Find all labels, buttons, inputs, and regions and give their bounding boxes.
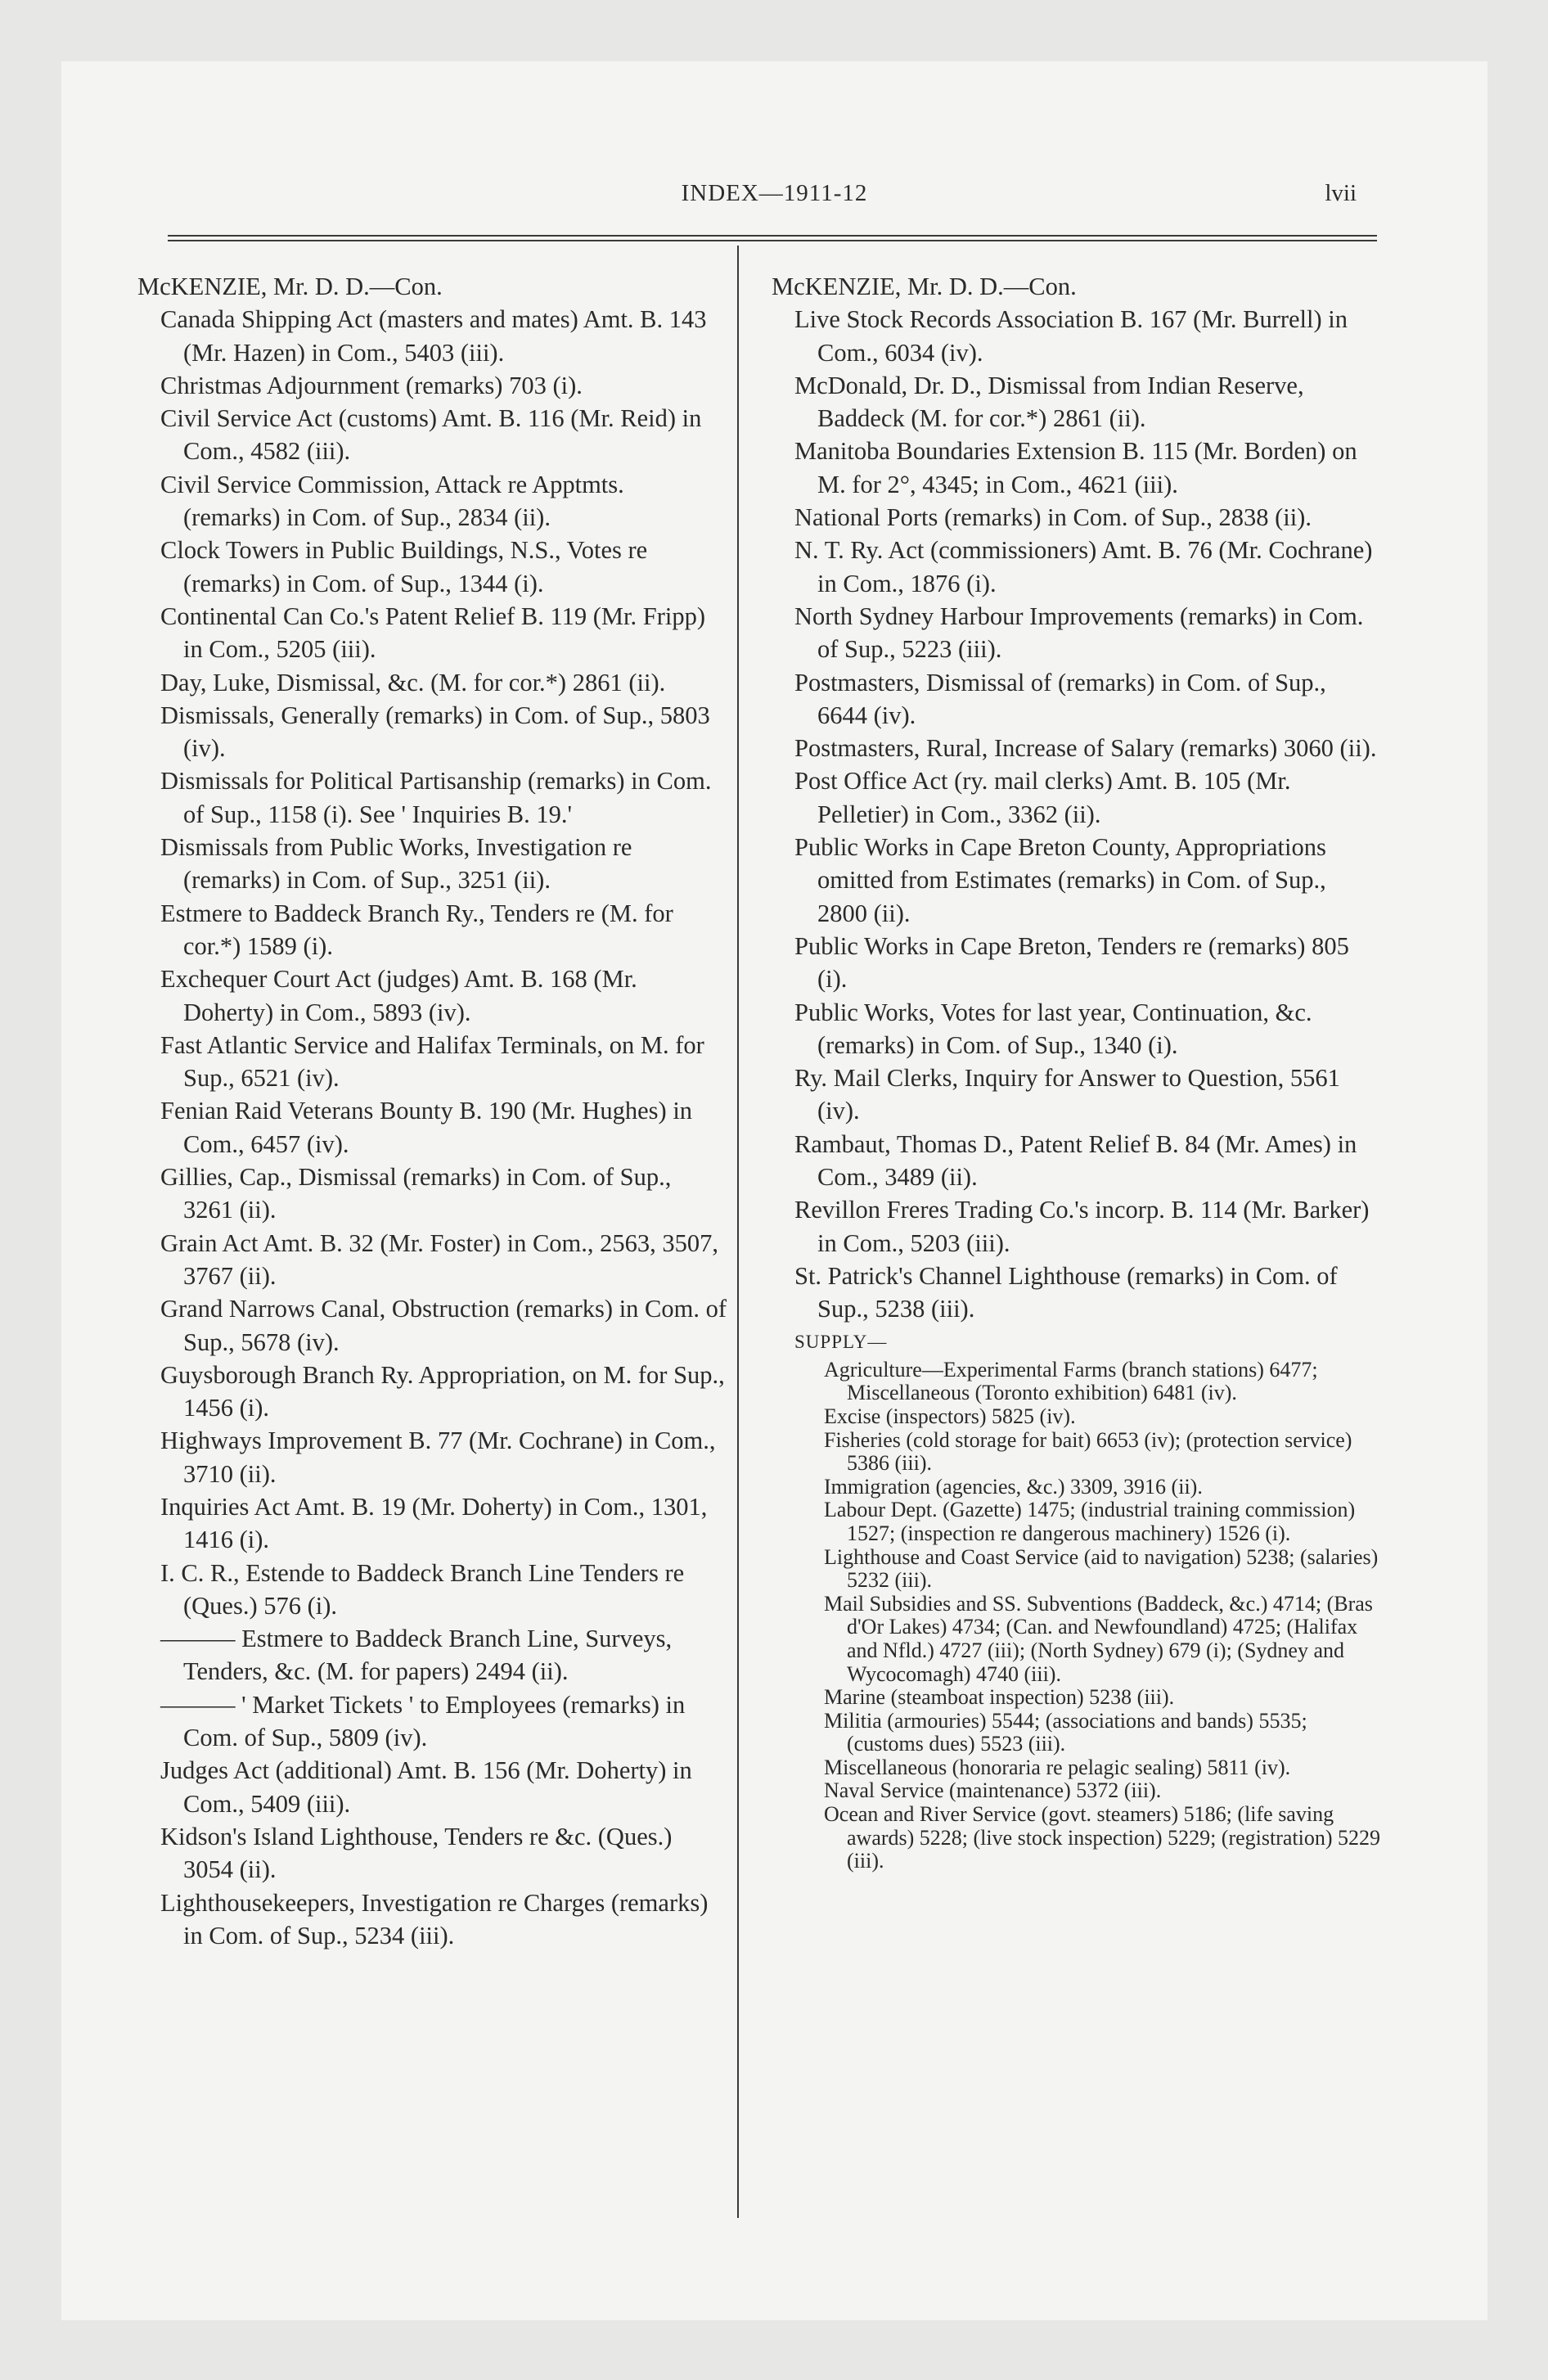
index-page bbox=[61, 61, 1487, 2320]
supply-entry: Miscellaneous (honoraria re pelagic sealing) 5811 (iv). bbox=[824, 1755, 1291, 1779]
index-entry: Guysborough Branch Ry. Appropriation, on M. for Sup., 1456 (i). bbox=[160, 1360, 725, 1422]
supply-entry: Militia (armouries) 5544; (associations and bands) 5535; (customs dues) 5523 (iii). bbox=[824, 1708, 1307, 1756]
supply-entry: Naval Service (maintenance) 5372 (iii). bbox=[824, 1778, 1162, 1803]
supply-entry: Labour Dept. (Gazette) 1475; (industrial training commission) 1527; (inspection re dangerous machinery) 1526 (i). bbox=[824, 1498, 1356, 1545]
index-entry: Manitoba Boundaries Extension B. 115 (Mr. Borden) on M. for 2°, 4345; in Com., 4621 (iii). bbox=[794, 437, 1357, 498]
index-entry: Public Works in Cape Breton, Tenders re (remarks) 805 (i). bbox=[794, 931, 1349, 994]
index-entry: North Sydney Harbour Improvements (remarks) in Com. of Sup., 5223 (iii). bbox=[794, 602, 1364, 664]
index-entry: Fenian Raid Veterans Bounty B. 190 (Mr. Hughes) in Com., 6457 (iv). bbox=[160, 1097, 693, 1158]
supply-entry: Agriculture—Experimental Farms (branch stations) 6477; Miscellaneous (Toronto exhibition) 6481 (iv). bbox=[824, 1357, 1318, 1405]
index-entry: Christmas Adjournment (remarks) 703 (i). bbox=[160, 371, 583, 399]
index-entry: Revillon Freres Trading Co.'s incorp. B. 114 (Mr. Barker) in Com., 5203 (iii). bbox=[794, 1196, 1370, 1257]
page-title: INDEX—1911-12 bbox=[681, 180, 868, 206]
page-number: lvii bbox=[1325, 180, 1357, 206]
index-entry: Grain Act Amt. B. 32 (Mr. Foster) in Com., 2563, 3507, 3767 (ii). bbox=[160, 1228, 719, 1290]
supply-entry: Immigration (agencies, &c.) 3309, 3916 (ii). bbox=[824, 1474, 1203, 1499]
index-entry: Post Office Act (ry. mail clerks) Amt. B. 105 (Mr. Pelletier) in Com., 3362 (ii). bbox=[794, 767, 1291, 828]
supply-entry: Marine (steamboat inspection) 5238 (iii). bbox=[824, 1685, 1175, 1710]
supply-entry: Mail Subsidies and SS. Subventions (Baddeck, &c.) 4714; (Bras d'Or Lakes) 4734; (Can. and Newfoundland) 4725; (Halifax and Nfld.) 4727 (iii); (North Sydney) 679 (i); (Sydney and Wycocomagh) 4740 (iii). bbox=[824, 1591, 1373, 1686]
index-entry: Dismissals for Political Partisanship (remarks) in Com. of Sup., 1158 (i). See ' Inquiries B. 19.' bbox=[160, 767, 712, 828]
index-entry: Public Works in Cape Breton County, Appropriations omitted from Estimates (remarks) in Com. of Sup., 2800 (ii). bbox=[794, 833, 1326, 927]
supply-entry: Fisheries (cold storage for bait) 6653 (iv); (protection service) 5386 (iii). bbox=[824, 1427, 1352, 1476]
left-column bbox=[137, 270, 727, 1952]
right-column bbox=[772, 270, 1381, 1873]
index-entry: Civil Service Commission, Attack re Apptmts. (remarks) in Com. of Sup., 2834 (ii). bbox=[160, 470, 624, 532]
index-entry: Fast Atlantic Service and Halifax Terminals, on M. for Sup., 6521 (iv). bbox=[160, 1030, 704, 1093]
index-entry: Postmasters, Rural, Increase of Salary (remarks) 3060 (ii). bbox=[794, 734, 1377, 763]
index-entry: Estmere to Baddeck Branch Ry., Tenders re (M. for cor.*) 1589 (i). bbox=[160, 899, 673, 960]
index-entry: Live Stock Records Association B. 167 (Mr. Burrell) in Com., 6034 (iv). bbox=[794, 305, 1348, 367]
column-divider bbox=[737, 246, 739, 2218]
index-entry: ——— ' Market Tickets ' to Employees (remarks) in Com. of Sup., 5809 (iv). bbox=[160, 1690, 686, 1752]
index-entry: Postmasters, Dismissal of (remarks) in Com. of Sup., 6644 (iv). bbox=[794, 668, 1326, 729]
index-entry: Dismissals from Public Works, Investigation re (remarks) in Com. of Sup., 3251 (ii). bbox=[160, 833, 632, 895]
index-entry: Clock Towers in Public Buildings, N.S., Votes re (remarks) in Com. of Sup., 1344 (i). bbox=[160, 536, 648, 597]
index-entry: Ry. Mail Clerks, Inquiry for Answer to Question, 5561 (iv). bbox=[794, 1064, 1340, 1125]
index-entry: St. Patrick's Channel Lighthouse (remarks) in Com. of Sup., 5238 (iii). bbox=[794, 1261, 1338, 1323]
index-entry: Inquiries Act Amt. B. 19 (Mr. Doherty) in Com., 1301, 1416 (i). bbox=[160, 1492, 708, 1554]
left-column-heading: McKENZIE, Mr. D. D.—Con. bbox=[137, 273, 443, 300]
index-entry: Civil Service Act (customs) Amt. B. 116 (Mr. Reid) in Com., 4582 (iii). bbox=[160, 404, 702, 466]
index-entry: Dismissals, Generally (remarks) in Com. of Sup., 5803 (iv). bbox=[160, 701, 710, 763]
supply-heading: SUPPLY— bbox=[794, 1331, 888, 1352]
header-rule-bottom bbox=[168, 240, 1377, 241]
index-entry: Judges Act (additional) Amt. B. 156 (Mr. Doherty) in Com., 5409 (iii). bbox=[160, 1756, 692, 1818]
index-entry: Kidson's Island Lighthouse, Tenders re &c. (Ques.) 3054 (ii). bbox=[160, 1822, 673, 1884]
header-rule-top bbox=[168, 235, 1377, 237]
index-entry: Grand Narrows Canal, Obstruction (remarks) in Com. of Sup., 5678 (iv). bbox=[160, 1295, 727, 1356]
supply-entry: Ocean and River Service (govt. steamers) 5186; (life saving awards) 5228; (live stock inspection) 5229; (registration) 5229 (iii). bbox=[824, 1802, 1381, 1873]
index-entry: Canada Shipping Act (masters and mates) Amt. B. 143 (Mr. Hazen) in Com., 5403 (iii). bbox=[160, 305, 707, 367]
supply-entry: Excise (inspectors) 5825 (iv). bbox=[824, 1404, 1076, 1428]
supply-entry-list bbox=[772, 1359, 1381, 1873]
index-entry: Highways Improvement B. 77 (Mr. Cochrane) in Com., 3710 (ii). bbox=[160, 1427, 716, 1488]
supply-entry: Lighthouse and Coast Service (aid to navigation) 5238; (salaries) 5232 (iii). bbox=[824, 1544, 1379, 1593]
index-entry: Rambaut, Thomas D., Patent Relief B. 84 (Mr. Ames) in Com., 3489 (ii). bbox=[794, 1129, 1357, 1192]
index-entry: N. T. Ry. Act (commissioners) Amt. B. 76 (Mr. Cochrane) in Com., 1876 (i). bbox=[794, 536, 1373, 597]
index-entry: Exchequer Court Act (judges) Amt. B. 168 (Mr. Doherty) in Com., 5893 (iv). bbox=[160, 965, 637, 1026]
right-column-heading: McKENZIE, Mr. D. D.—Con. bbox=[772, 273, 1077, 300]
index-entry: Continental Can Co.'s Patent Relief B. 119 (Mr. Fripp) in Com., 5205 (iii). bbox=[160, 602, 705, 664]
right-entry-list bbox=[772, 303, 1381, 1325]
index-entry: ——— Estmere to Baddeck Branch Line, Surveys, Tenders, &c. (M. for papers) 2494 (ii). bbox=[160, 1625, 673, 1686]
left-entry-list bbox=[137, 303, 727, 1952]
index-entry: Gillies, Cap., Dismissal (remarks) in Com. of Sup., 3261 (ii). bbox=[160, 1163, 672, 1224]
index-entry: McDonald, Dr. D., Dismissal from Indian Reserve, Baddeck (M. for cor.*) 2861 (ii). bbox=[794, 371, 1304, 433]
index-entry: Public Works, Votes for last year, Continuation, &c. (remarks) in Com. of Sup., 1340 (i). bbox=[794, 998, 1312, 1059]
index-entry: National Ports (remarks) in Com. of Sup., 2838 (ii). bbox=[794, 503, 1312, 532]
index-entry: Lighthousekeepers, Investigation re Charges (remarks) in Com. of Sup., 5234 (iii). bbox=[160, 1888, 709, 1950]
index-entry: Day, Luke, Dismissal, &c. (M. for cor.*) 2861 (ii). bbox=[160, 668, 666, 696]
index-entry: I. C. R., Estende to Baddeck Branch Line Tenders re (Ques.) 576 (i). bbox=[160, 1558, 685, 1620]
